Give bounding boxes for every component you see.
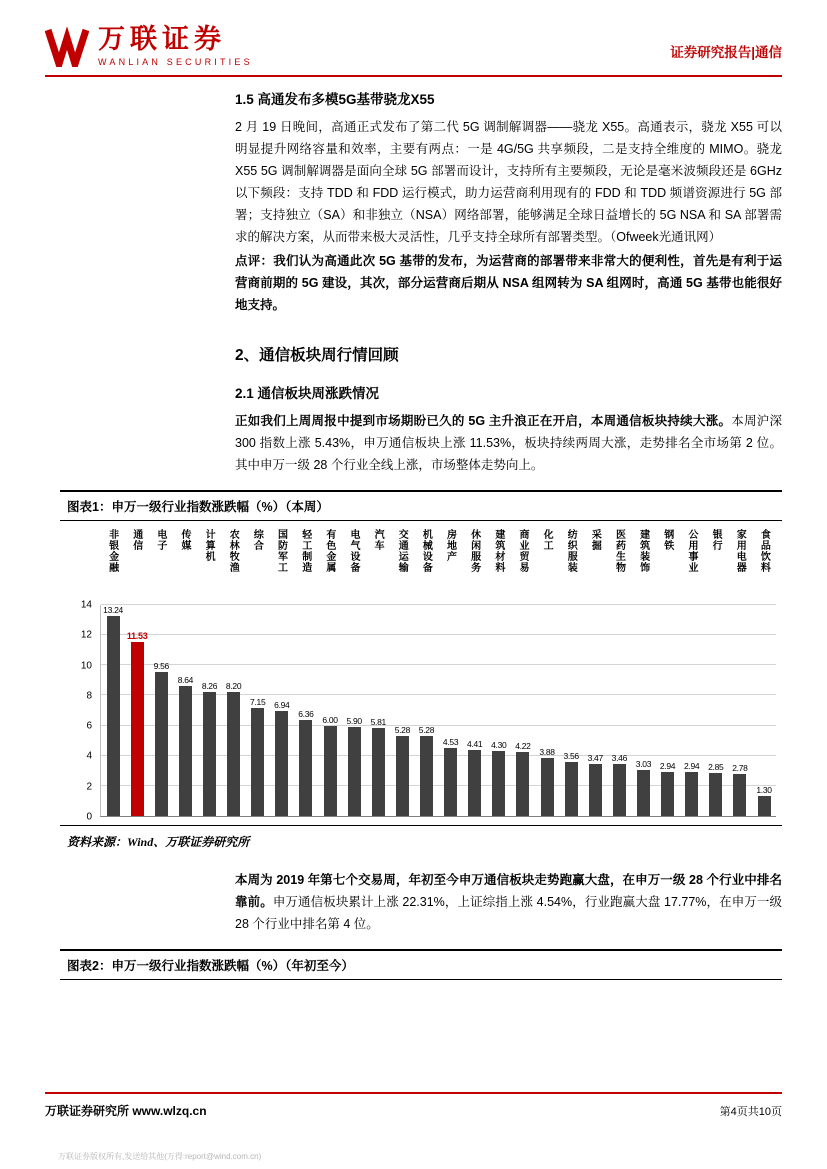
bar-value-label: 3.47 [587, 752, 603, 763]
bar-column [318, 605, 342, 816]
bar [348, 727, 361, 816]
bar-value-label: 5.28 [394, 725, 411, 736]
bar-column [752, 605, 776, 816]
bar-value-label: 4.41 [467, 738, 483, 749]
figure-1-title: 图表1：申万一级行业指数涨跌幅（%）（本周） [67, 500, 329, 514]
category-label: 采掘 [589, 529, 601, 551]
bar-value-label: 2.94 [684, 760, 700, 771]
y-axis-tick: 6 [86, 720, 92, 732]
bar [251, 708, 264, 816]
bar-column [270, 605, 294, 816]
figure-1-chart [60, 521, 782, 823]
bar-value-label: 1.30 [756, 785, 772, 796]
brand-name-en: WANLIAN SECURITIES [98, 57, 253, 67]
bar-value-label: 8.20 [225, 681, 242, 692]
bar-value-label: 8.64 [177, 674, 194, 685]
category-label: 银行 [710, 529, 722, 551]
category-label: 机械设备 [420, 529, 432, 573]
header-rule [45, 26, 782, 77]
bar-value-label: 5.81 [370, 717, 386, 728]
bar [541, 758, 554, 816]
category-label: 建筑装饰 [637, 529, 649, 573]
bar-value-label: 5.28 [418, 725, 435, 736]
chart-plot-band [68, 599, 776, 823]
bar [444, 748, 457, 816]
section-1-5-comment: 点评：我们认为高通此次 5G 基带的发布，为运营商的部署带来非常大的便利性，首先是有利于运营商前期的 5G 建设，其次，部分运营商后期从 NSA 组网转为 SA 组网时，高通 5G 基带也能很好地支持。 [235, 254, 782, 312]
bar-value-label: 4.30 [491, 740, 507, 751]
copyright-watermark: 万联证券版权所有,发送给其他(万得:report@wind.com.cn) [58, 1152, 262, 1161]
category-label: 国防军工 [275, 529, 287, 573]
figure-2-title-row [60, 949, 782, 980]
y-axis-tick: 4 [86, 750, 92, 762]
category-label: 农林牧渔 [227, 529, 239, 573]
bar [227, 692, 240, 816]
bar-value-label: 3.03 [635, 759, 652, 770]
category-label: 通信 [130, 529, 142, 551]
figure-1 [60, 490, 782, 853]
bar [565, 762, 578, 816]
category-label: 房地产 [444, 529, 456, 562]
category-label: 商业贸易 [516, 529, 528, 573]
bar-value-label: 2.85 [708, 762, 724, 773]
chart-bars [101, 605, 776, 816]
bar [492, 751, 505, 816]
bar [275, 711, 288, 816]
bar [758, 796, 771, 816]
bar-value-label: 2.78 [732, 763, 748, 774]
bar-value-label: 7.15 [250, 697, 266, 708]
bar-column [125, 605, 149, 816]
y-axis-tick: 14 [80, 599, 92, 611]
article-content-2 [235, 869, 782, 935]
y-axis-tick: 12 [80, 629, 92, 641]
week-summary-paragraph [235, 869, 782, 935]
y-axis-tick: 10 [80, 660, 92, 672]
bar [613, 764, 626, 816]
bar [131, 642, 144, 816]
bar [372, 728, 385, 816]
category-label: 家用电器 [734, 529, 746, 573]
bar-value-label: 6.00 [322, 714, 338, 725]
bar-value-label: 3.88 [539, 746, 555, 757]
bar [733, 774, 746, 816]
bar [709, 773, 722, 816]
category-label: 公用事业 [685, 529, 697, 573]
wanlian-w-icon [45, 27, 89, 67]
week-summary-paragraph-lead: 本周为 2019 年第七个交易周，年初至今申万通信板块走势跑赢大盘，在申万一级 28 个行业中排名靠前。 [235, 873, 782, 909]
y-axis-tick: 0 [86, 811, 92, 823]
category-label: 轻工制造 [299, 529, 311, 573]
category-label: 电气设备 [347, 529, 359, 573]
bar-column [222, 605, 246, 816]
bar-column [149, 605, 173, 816]
figure-1-source-row [60, 825, 782, 853]
bar [637, 770, 650, 816]
bar-value-label: 2.94 [659, 760, 676, 771]
bar [589, 764, 602, 816]
bar-column [342, 605, 366, 816]
bar-column [631, 605, 655, 816]
bar-column [583, 605, 607, 816]
bar-column [246, 605, 270, 816]
bar [396, 736, 409, 816]
category-label: 综合 [251, 529, 263, 551]
bar-column [463, 605, 487, 816]
bar-column [390, 605, 414, 816]
category-label: 非银金融 [106, 529, 118, 573]
category-label: 休闲服务 [468, 529, 480, 573]
bar-value-label: 9.56 [153, 660, 169, 671]
bar [685, 772, 698, 816]
chart-yaxis-spacer [68, 529, 100, 603]
bar-value-label: 4.53 [442, 736, 459, 747]
page-main [0, 88, 827, 980]
category-label: 交通运输 [396, 529, 408, 573]
y-axis-tick: 2 [86, 781, 92, 793]
bar [468, 750, 481, 816]
page-footer [45, 1092, 782, 1119]
section-2-1-paragraph-lead: 正如我们上周周报中提到市场期盼已久的 5G 主升浪正在开启，本周通信板块持续大涨。 [235, 414, 732, 428]
bar [420, 736, 433, 816]
footer-institute-url: 万联证券研究所 www.wlzq.cn [45, 1104, 207, 1118]
bar-value-label: 3.56 [563, 751, 579, 762]
bar [661, 772, 674, 816]
bar-value-label: 4.22 [515, 741, 531, 752]
bar [107, 616, 120, 816]
figure-1-source: 资料来源：Wind、万联证券研究所 [67, 835, 250, 849]
chart-category-band [68, 529, 776, 603]
bar-column [535, 605, 559, 816]
bar [299, 720, 312, 816]
chart-plot [100, 605, 776, 817]
section-2-heading: 2、通信板块周行情回顾 [235, 347, 399, 364]
bar [324, 726, 337, 816]
bar-value-label: 11.53 [126, 631, 148, 642]
category-label: 医药生物 [613, 529, 625, 573]
figure-1-title-row [60, 490, 782, 521]
section-2-1-paragraph [235, 410, 782, 476]
category-label: 传媒 [178, 529, 190, 551]
figure-2-title: 图表2：申万一级行业指数涨跌幅（%）（年初至今） [67, 959, 354, 973]
section-2-1-heading: 2.1 通信板块周涨跌情况 [235, 386, 380, 401]
chart-yaxis [68, 599, 100, 823]
category-label: 钢铁 [661, 529, 673, 551]
category-label: 汽车 [372, 529, 384, 551]
section-2-1-paragraph-rest: 本周沪深 300 指数上涨 5.43%，申万通信板块上涨 11.53%，板块持续两周大涨，走势排名全市场第 2 位。其中申万一级 28 个行业全线上涨，市场整体走势向上。 [235, 414, 782, 472]
brand-text [98, 26, 253, 67]
bar-value-label: 6.94 [274, 700, 290, 711]
category-label: 纺织服装 [565, 529, 577, 573]
y-axis-tick: 8 [86, 690, 92, 702]
bar-column [366, 605, 390, 816]
bar-column [607, 605, 631, 816]
bar-value-label: 5.90 [346, 716, 362, 727]
bar [516, 752, 529, 816]
report-type-label: 证券研究报告|通信 [670, 45, 782, 60]
bar-value-label: 8.26 [201, 680, 218, 691]
category-label: 计算机 [203, 529, 215, 562]
bar [203, 692, 216, 816]
bar [155, 672, 168, 816]
bar-column [439, 605, 463, 816]
category-label: 化工 [541, 529, 553, 551]
brand-name-cn: 万联证券 [98, 24, 226, 54]
section-1-5-heading: 1.5 高通发布多模5G基带骁龙X55 [235, 92, 435, 107]
bar-column [294, 605, 318, 816]
bar-column [680, 605, 704, 816]
chart-categories [100, 529, 776, 603]
bar-value-label: 6.36 [298, 709, 314, 720]
bar-column [101, 605, 125, 816]
category-label: 电子 [154, 529, 166, 551]
section-1-5-body: 2 月 19 日晚间，高通正式发布了第二代 5G 调制解调器——骁龙 X55。高通表示，骁龙 X55 可以明显提升网络容量和效率，主要有两点：一是 4G/5G 共享频段，二是支持全维度的 MIMO。骁龙 X55 5G 调制解调器是面向全球 5G 部署而设计，支持所有主要频段，无论是毫米波频段还是 6GHz 以下频段：支持 TDD 和 FDD 运行模式，助力运营商利用现有的 FDD 和 TDD 频谱资源进行 5G 部署；支持独立（SA）和非独立（NSA）网络部署，能够满足全球日益增长的 5G NSA 和 SA 部署需求的解决方案，从而带来极大灵活性，几乎支持全球所有部署类型。（Ofweek光通讯网） [235, 120, 782, 244]
bar-column [728, 605, 752, 816]
bar-value-label: 13.24 [103, 605, 123, 616]
page-header [0, 0, 827, 77]
week-summary-paragraph-rest: 申万通信板块累计上涨 22.31%，上证综指上涨 4.54%，行业跑赢大盘 17.77%，在申万一级 28 个行业中排名第 4 位。 [235, 895, 782, 931]
bar-column [704, 605, 728, 816]
bar-column [559, 605, 583, 816]
bar-value-label: 3.46 [611, 752, 628, 763]
article-content [235, 88, 782, 476]
category-label: 有色金属 [323, 529, 335, 573]
bar-column [511, 605, 535, 816]
bar-column [656, 605, 680, 816]
footer-row [45, 1094, 782, 1119]
bar [179, 686, 192, 816]
footer-page-number: 第4页共10页 [719, 1106, 782, 1118]
bar-column [414, 605, 438, 816]
bar-column [487, 605, 511, 816]
figure-2 [60, 949, 782, 980]
brand-logo [45, 26, 253, 67]
category-label: 食品饮料 [758, 529, 770, 573]
bar-column [197, 605, 221, 816]
bar-column [173, 605, 197, 816]
category-label: 建筑材料 [492, 529, 504, 573]
